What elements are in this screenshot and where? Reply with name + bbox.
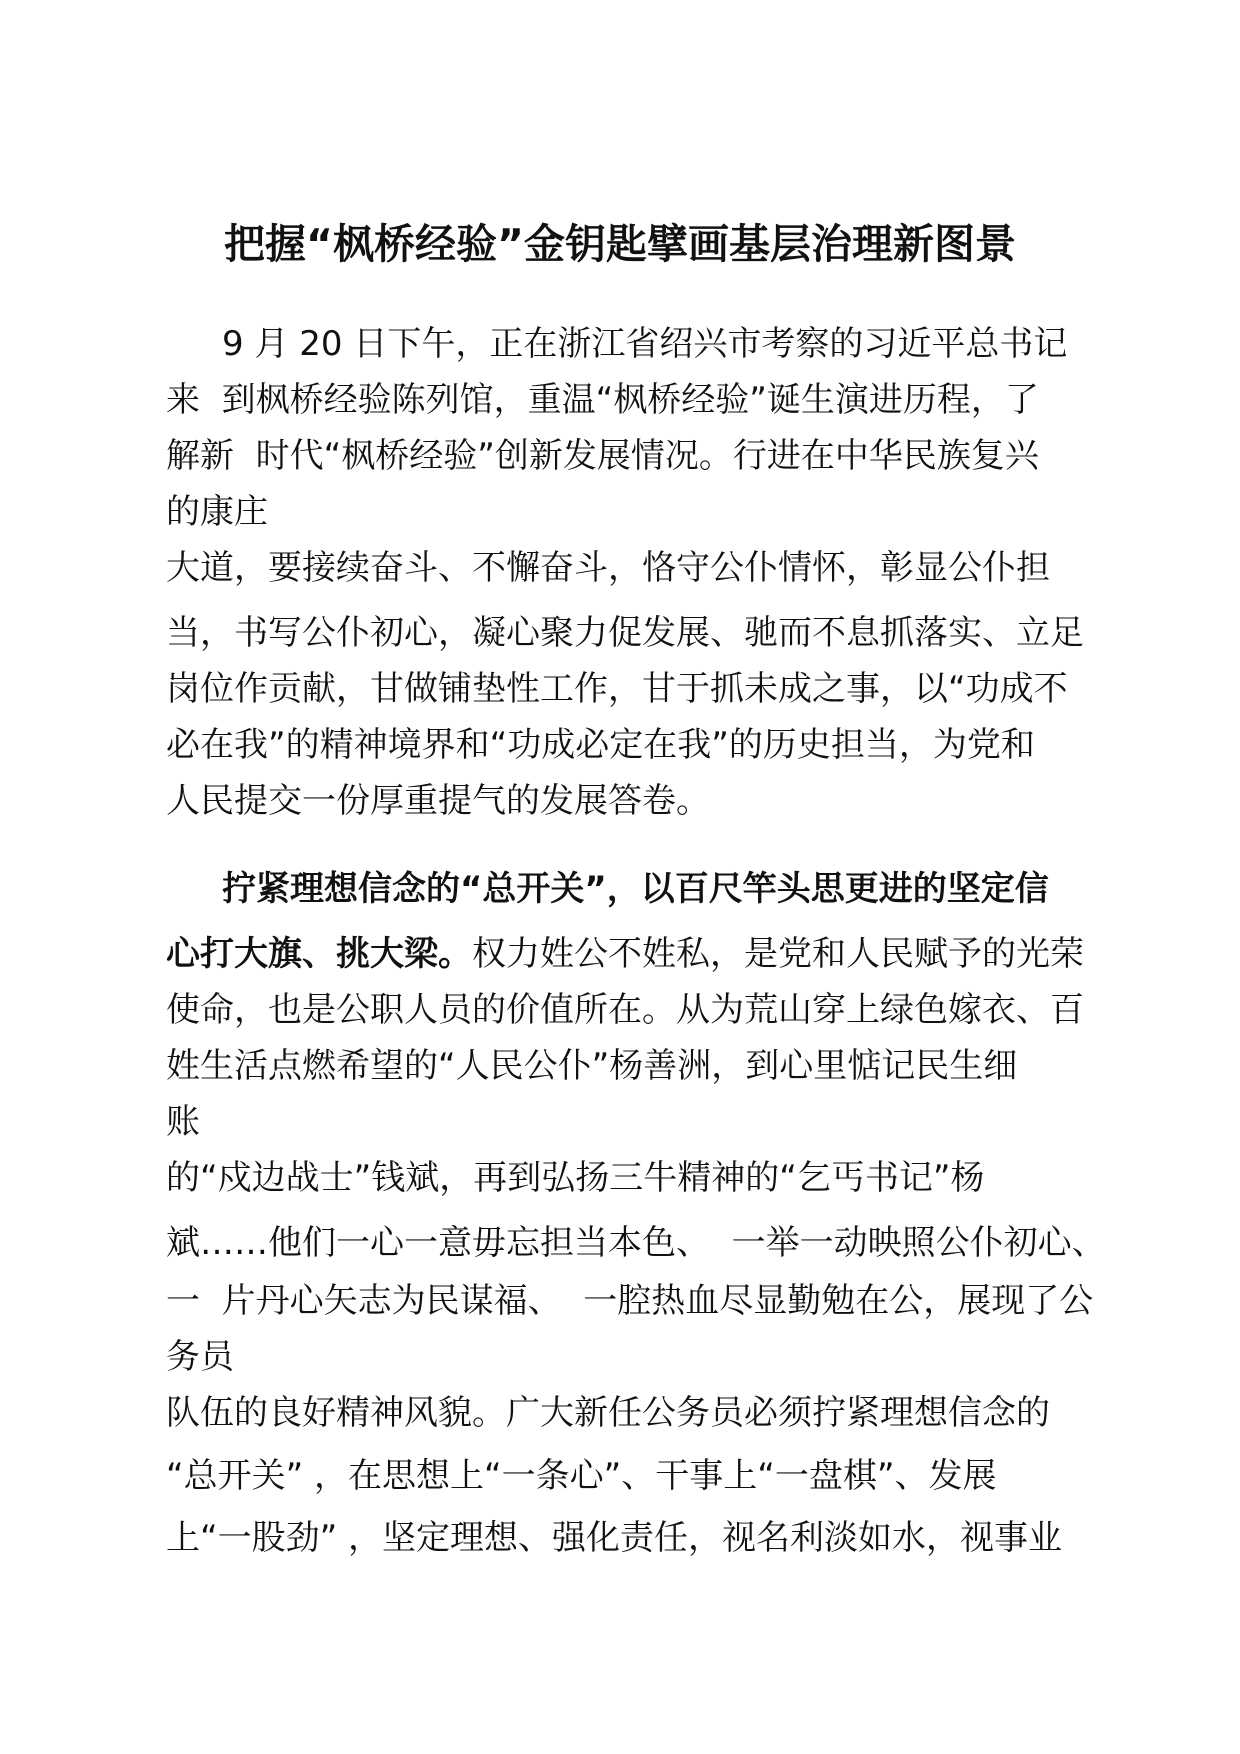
paragraph-line: 来 到枫桥经验陈列馆，重温“枫桥经验”诞生演进历程，了 bbox=[166, 380, 1039, 420]
paragraph-line: 账 bbox=[166, 1102, 200, 1142]
paragraph-line: 大道，要接续奋斗、不懈奋斗，恪守公仆情怀，彰显公仆担 bbox=[166, 548, 1050, 588]
paragraph-line: 使命，也是公职人员的价值所在。从为荒山穿上绿色嫁衣、百 bbox=[166, 990, 1084, 1030]
paragraph-line: 务员 bbox=[166, 1337, 234, 1377]
document-title: 把握“枫桥经验”金钥匙擘画基层治理新图景 bbox=[224, 220, 1016, 268]
paragraph-line: 队伍的良好精神风貌。广大新任公务员必须拧紧理想信念的 bbox=[166, 1393, 1050, 1433]
section-heading-end: 心打大旗、挑大梁。 bbox=[166, 934, 472, 974]
paragraph-line-mixed bbox=[166, 932, 1084, 976]
paragraph-line: 必在我”的精神境界和“功成必定在我”的历史担当，为党和 bbox=[166, 725, 1035, 765]
paragraph-line: 岗位作贡献，甘做铺垫性工作，甘于抓未成之事，以“功成不 bbox=[166, 669, 1068, 709]
paragraph-line: 上“一股劲” ，坚定理想、强化责任，视名利淡如水，视事业 bbox=[166, 1518, 1063, 1558]
paragraph-line: 9 月 20 日下午，正在浙江省绍兴市考察的习近平总书记 bbox=[222, 324, 1068, 364]
paragraph-line: 的“戍边战士”钱斌，再到弘扬三牛精神的“乞丐书记”杨 bbox=[166, 1158, 985, 1198]
section-heading-line: 拧紧理想信念的“总开关”，以百尺竿头思更进的坚定信 bbox=[222, 869, 1049, 909]
paragraph-text: 权力姓公不姓私，是党和人民赋予的光荣 bbox=[472, 934, 1084, 974]
paragraph-line: 斌……他们一心一意毋忘担当本色、 一举一动映照公仆初心、 bbox=[166, 1223, 1106, 1263]
paragraph-line: 人民提交一份厚重提气的发展答卷。 bbox=[166, 781, 710, 821]
paragraph-line: “总开关” ，在思想上“一条心”、干事上“一盘棋”、发展 bbox=[166, 1456, 997, 1496]
paragraph-line: 当，书写公仆初心，凝心聚力促发展、驰而不息抓落实、立足 bbox=[166, 613, 1084, 653]
paragraph-line: 的康庄 bbox=[166, 492, 268, 532]
paragraph-line: 姓生活点燃希望的“人民公仆”杨善洲，到心里惦记民生细 bbox=[166, 1046, 1018, 1086]
paragraph-line: 解新 时代“枫桥经验”创新发展情况。行进在中华民族复兴 bbox=[166, 436, 1039, 476]
paragraph-line: 一 片丹心矢志为民谋福、 一腔热血尽显勤勉在公，展现了公 bbox=[166, 1281, 1094, 1321]
